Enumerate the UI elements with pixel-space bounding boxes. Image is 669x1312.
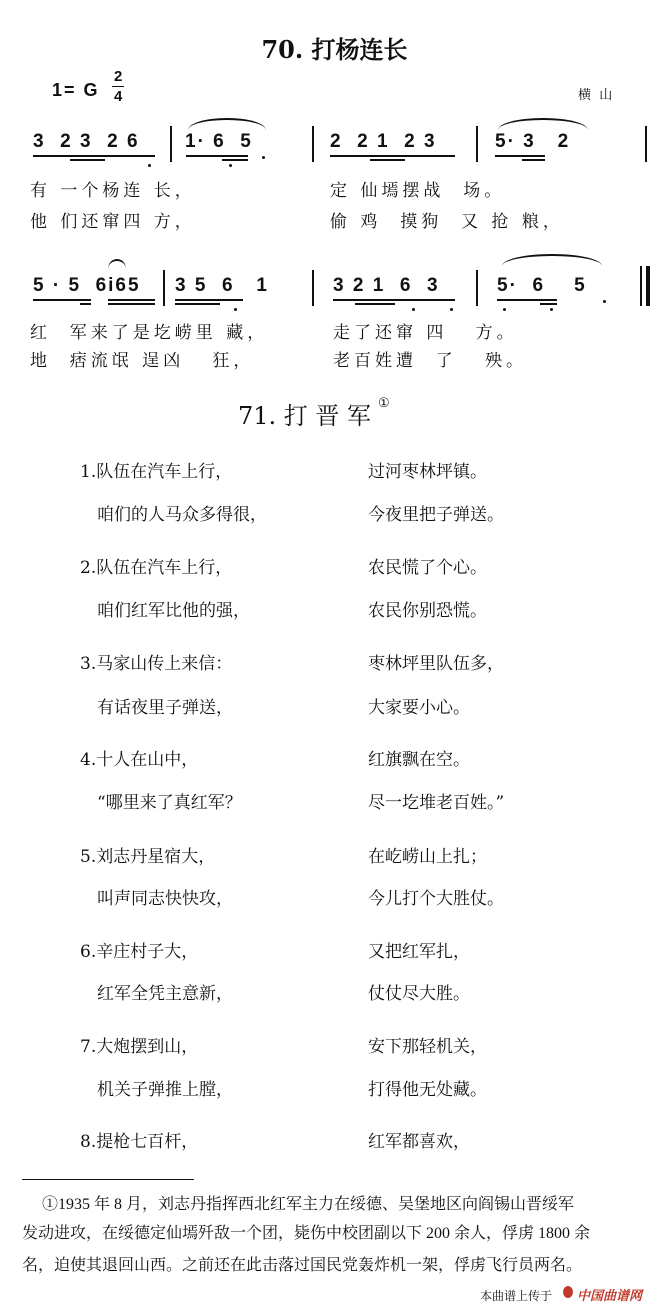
- verse-line: 今夜里把子弹送。: [368, 505, 504, 525]
- brand-logo-icon: [563, 1286, 573, 1298]
- verse-line: 6.辛庄村子大，: [80, 942, 199, 962]
- verse-line: 又把红军扎，: [368, 942, 470, 962]
- verse-line: 今儿打个大胜仗。: [368, 889, 504, 909]
- verse-line: 红军全凭主意新，: [97, 984, 233, 1004]
- region-label: 横 山: [578, 88, 613, 103]
- verse-line: 尽一圪堆老百姓。”: [368, 793, 505, 813]
- time-sig-bottom: 4: [114, 88, 125, 105]
- verse-line: 过河枣林坪镇。: [368, 462, 487, 482]
- verse-line: 安下那轻机关，: [368, 1037, 487, 1057]
- verse-line: 3.马家山传上来信：: [80, 654, 233, 674]
- verse-line: 2.队伍在汽车上行，: [80, 558, 233, 578]
- key-signature: 1= G: [52, 80, 100, 100]
- footnote-mark: ①: [378, 396, 390, 411]
- verse-line: 大家要小心。: [368, 698, 470, 718]
- verse-line: 红军都喜欢，: [368, 1132, 470, 1152]
- verse-line: 有话夜里子弹送，: [97, 698, 233, 718]
- lyric: 定 仙墕摆战 场。: [330, 181, 506, 201]
- verse-line: “哪里来了真红军？: [97, 793, 242, 813]
- lyric: 有 一个杨连 长，: [30, 181, 196, 201]
- time-sig-top: 2: [114, 68, 125, 85]
- verse-line: 农民慌了个心。: [368, 558, 487, 578]
- verse-line: 5.刘志丹星宿大，: [80, 847, 216, 867]
- lyric: 老百姓遭 了 殃。: [333, 351, 528, 371]
- verse-line: 叫声同志快快攻，: [97, 889, 233, 909]
- watermark-brand: 中国曲谱网: [577, 1289, 643, 1304]
- lyric: 红 军来了是圪崂里 藏，: [30, 323, 269, 343]
- measure: 5 · 5 6i65: [33, 275, 141, 296]
- verse-line: 枣林坪里队伍多，: [368, 654, 504, 674]
- verse-line: 仗仗尽大胜。: [368, 984, 470, 1004]
- verse-line: 1.队伍在汽车上行，: [80, 462, 233, 482]
- measure: 5· 3 2: [495, 131, 571, 152]
- verse-line: 咱们的人马众多得很，: [97, 505, 267, 525]
- measure: 1· 6 5: [185, 131, 253, 152]
- verse-line: 4.十人在山中，: [80, 750, 199, 770]
- verse-line: 7.大炮摆到山，: [80, 1037, 199, 1057]
- footnote-line: ①1935 年 8 月，刘志丹指挥西北红军主力在绥德、吴堡地区向阎锡山晋绥军: [42, 1196, 575, 1213]
- lyric: 偷 鸡 摸狗 又 抢 粮，: [330, 212, 564, 232]
- verse-line: 咱们红军比他的强，: [97, 601, 250, 621]
- measure: 5· 6 5: [497, 275, 587, 296]
- footnote-line: 名，迫使其退回山西。之前还在此击落过国民党轰炸机一架，俘虏飞行员两名。: [22, 1257, 583, 1274]
- verse-line: 8.提枪七百杆，: [80, 1132, 199, 1152]
- measure: 2 2 1 2 3: [330, 131, 437, 152]
- lyric: 走了还窜 四 方。: [333, 323, 518, 343]
- footnote-line: 发动进攻，在绥德定仙墕歼敌一个团，毙伤中校团副以下 200 余人，俘虏 1800 余: [22, 1225, 591, 1242]
- measure: 3 5 6 1: [175, 275, 269, 296]
- song70-title: 70. 打杨连长: [261, 35, 408, 64]
- verse-line: 农民你别恐慌。: [368, 601, 487, 621]
- verse-line: 红旗飘在空。: [368, 750, 470, 770]
- song71-title: 71. 打 晋 军: [238, 402, 372, 430]
- verse-line: 在屹崂山上扎；: [368, 847, 487, 867]
- lyric: 地 痞流氓 逞凶 狂，: [30, 351, 255, 371]
- watermark-prefix: 本曲谱上传于: [480, 1289, 553, 1303]
- measure: 3 2 1 6 3: [333, 275, 440, 296]
- lyric: 他 们还窜四 方，: [30, 212, 196, 232]
- verse-line: 打得他无处藏。: [368, 1080, 487, 1100]
- measure: 3 2 3 2 6: [33, 131, 140, 152]
- footnote-divider: [22, 1179, 194, 1180]
- verse-line: 机关子弹推上膛，: [97, 1080, 233, 1100]
